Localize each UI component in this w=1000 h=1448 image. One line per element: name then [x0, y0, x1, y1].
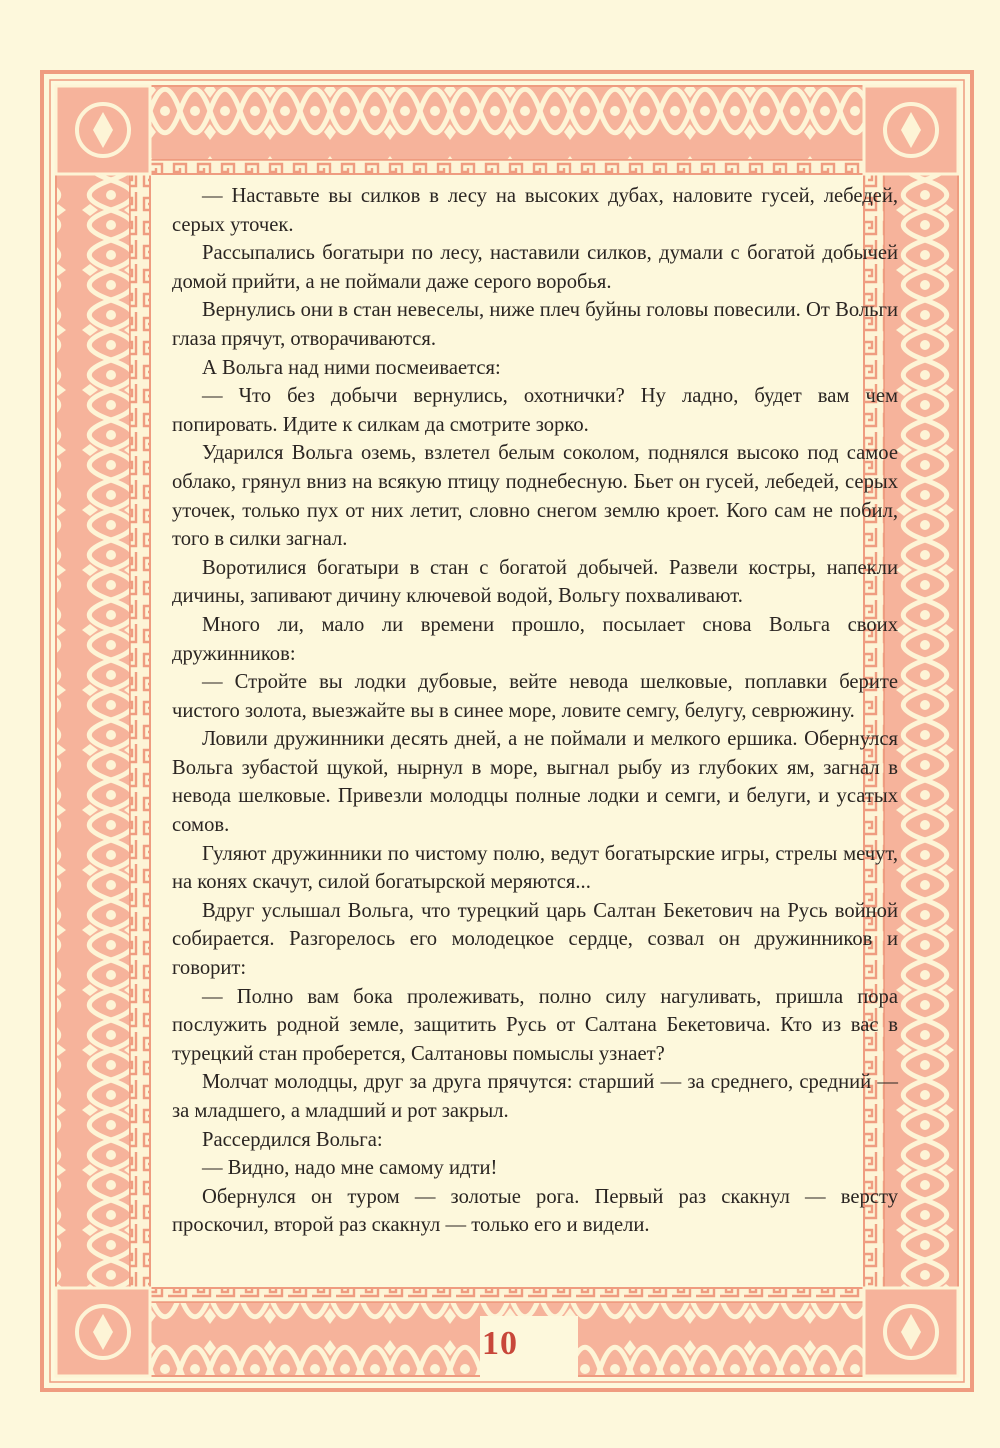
paragraph-9: — Стройте вы лодки дубовые, вейте невода шелковые, поплавки берите чистого золота, выезжайте вы в синее море, ловите семгу, белугу, севрюжину. [172, 671, 898, 722]
paragraph-1: — Наставьте вы силков в лесу на высоких дубах, наловите гусей, лебедей, серых уточек. [172, 185, 898, 236]
story-text [172, 182, 898, 1240]
paragraph-16: — Видно, надо мне самому идти! [202, 1157, 498, 1180]
paragraph-11: Гуляют дружинники по чистому полю, ведут богатырские игры, стрелы мечут, на конях скачут, силой богатырской меряются... [172, 842, 898, 894]
paragraph-3: Вернулись они в стан невеселы, ниже плеч буйны головы повесили. От Вольги глаза прячут, отворачиваются. [172, 299, 898, 350]
page-number: 10 [482, 1325, 518, 1362]
paragraph-5: — Что без добычи вернулись, охотнички? Ну ладно, будет вам чем попировать. Идите к силкам да смотрите зорко. [172, 385, 898, 436]
paragraph-10: Ловили дружинники десять дней, а не поймали и мелкого ершика. Обернулся Вольга зубастой щукой, нырнул в море, выгнал рыбу из глубоких ям, загнал в невода шелковые. Привезли молодцы полные лодки и семги, и белуги, и усатых сомов. [172, 728, 898, 837]
paragraph-14: Молчат молодцы, друг за друга прячутся: старший — за среднего, средний — за младшего, а младший и рот закрыл. [172, 1071, 898, 1122]
paragraph-12: Вдруг услышал Вольга, что турецкий царь Салтан Бекетович на Русь войной собирается. Разгорелось его молодецкое сердце, созвал он дружинников и говорит: [172, 899, 898, 980]
paragraph-6: Ударился Вольга оземь, взлетел белым соколом, поднялся высоко под самое облако, грянул вниз на всякую птицу поднебесную. Бьет он гусей, лебедей, серых уточек, только пух от них летит, словно снегом землю кроет. Кого сам не побил, того в силки загнал. [172, 442, 898, 551]
paragraph-13: — Полно вам бока пролеживать, полно силу нагуливать, пришла пора послужить родной земле, защитить Русь от Салтана Бекетовича. Кто из вас в турецкий стан проберется, Салтановы помыслы узнает? [172, 985, 898, 1065]
paragraph-7: Воротилися богатыри в стан с богатой добычей. Развели костры, напекли дичины, запивают дичину ключевой водой, Вольгу похваливают. [172, 556, 898, 608]
paragraph-17: Обернулся он туром — золотые рога. Первый раз скакнул — версту проскочил, второй раз скакнул — только его и видели. [172, 1185, 898, 1237]
paragraph-15: Рассердился Вольга: [202, 1128, 383, 1151]
paragraph-8: Много ли, мало ли времени прошло, посылает снова Вольга своих дружинников: [172, 613, 898, 665]
paragraph-4: А Вольга над ними посмеивается: [202, 356, 501, 379]
paragraph-2: Рассыпались богатыри по лесу, наставили силков, думали с богатой добычей домой прийти, а не поймали даже серого воробья. [172, 242, 898, 293]
